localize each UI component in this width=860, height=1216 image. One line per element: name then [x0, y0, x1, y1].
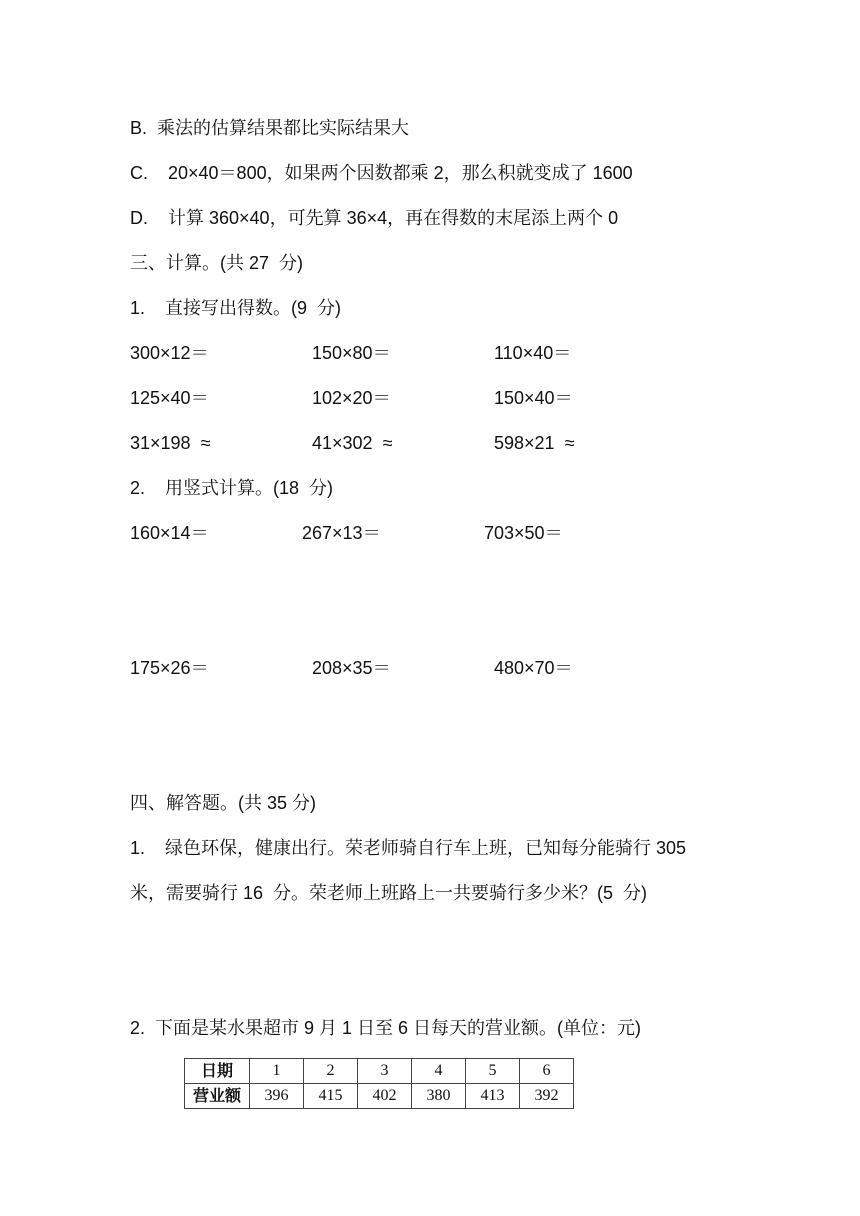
section-4-q1-line-2: 米，需要骑行 16 分。荣老师上班路上一共要骑行多少米？(5 分) — [130, 883, 648, 903]
q2-expr: 480×70＝ — [494, 658, 573, 678]
amount-header: 营业额 — [185, 1084, 250, 1109]
date-header: 日期 — [185, 1059, 250, 1084]
date-cell: 2 — [304, 1059, 358, 1084]
date-cell: 3 — [358, 1059, 412, 1084]
amount-cell: 392 — [520, 1084, 574, 1109]
date-cell: 1 — [250, 1059, 304, 1084]
q2-expr: 703×50＝ — [484, 523, 563, 543]
q2-expr: 267×13＝ — [302, 523, 381, 543]
section-3-title: 三、计算。(共 27 分) — [130, 253, 304, 273]
amount-cell: 415 — [304, 1084, 358, 1109]
q1-expr: 110×40＝ — [494, 343, 572, 363]
amount-cell: 413 — [466, 1084, 520, 1109]
amount-cell: 402 — [358, 1084, 412, 1109]
amount-cell: 380 — [412, 1084, 466, 1109]
date-row — [185, 1059, 574, 1084]
q2-expr: 160×14＝ — [130, 523, 209, 543]
option-d: D. 计算 360×40，可先算 36×4，再在得数的末尾添上两个 0 — [130, 208, 619, 228]
option-b: B. 乘法的估算结果都比实际结果大 — [130, 118, 410, 138]
q2-expr: 175×26＝ — [130, 658, 209, 678]
q1-expr: 150×40＝ — [494, 388, 573, 408]
q1-expr: 41×302 ≈ — [312, 433, 393, 453]
q1-expr: 102×20＝ — [312, 388, 391, 408]
amount-cell: 396 — [250, 1084, 304, 1109]
q1-expr: 150×80＝ — [312, 343, 391, 363]
sales-table — [184, 1058, 574, 1109]
section-3-q2-label: 2. 用竖式计算。(18 分) — [130, 478, 334, 498]
section-4-q2-label: 2. 下面是某水果超市 9 月 1 日至 6 日每天的营业额。(单位：元) — [130, 1018, 642, 1038]
amount-row — [185, 1084, 574, 1109]
date-cell: 5 — [466, 1059, 520, 1084]
date-cell: 4 — [412, 1059, 466, 1084]
q2-expr: 208×35＝ — [312, 658, 391, 678]
date-cell: 6 — [520, 1059, 574, 1084]
q1-expr: 300×12＝ — [130, 343, 209, 363]
section-4-title: 四、解答题。(共 35 分) — [130, 793, 317, 813]
section-3-q1-label: 1. 直接写出得数。(9 分) — [130, 298, 342, 318]
option-c: C. 20×40＝800，如果两个因数都乘 2，那么积就变成了 1600 — [130, 163, 633, 183]
q1-expr: 598×21 ≈ — [494, 433, 575, 453]
q1-expr: 31×198 ≈ — [130, 433, 211, 453]
q1-expr: 125×40＝ — [130, 388, 209, 408]
section-4-q1-line-1: 1. 绿色环保，健康出行。荣老师骑自行车上班，已知每分能骑行 305 — [130, 838, 687, 858]
